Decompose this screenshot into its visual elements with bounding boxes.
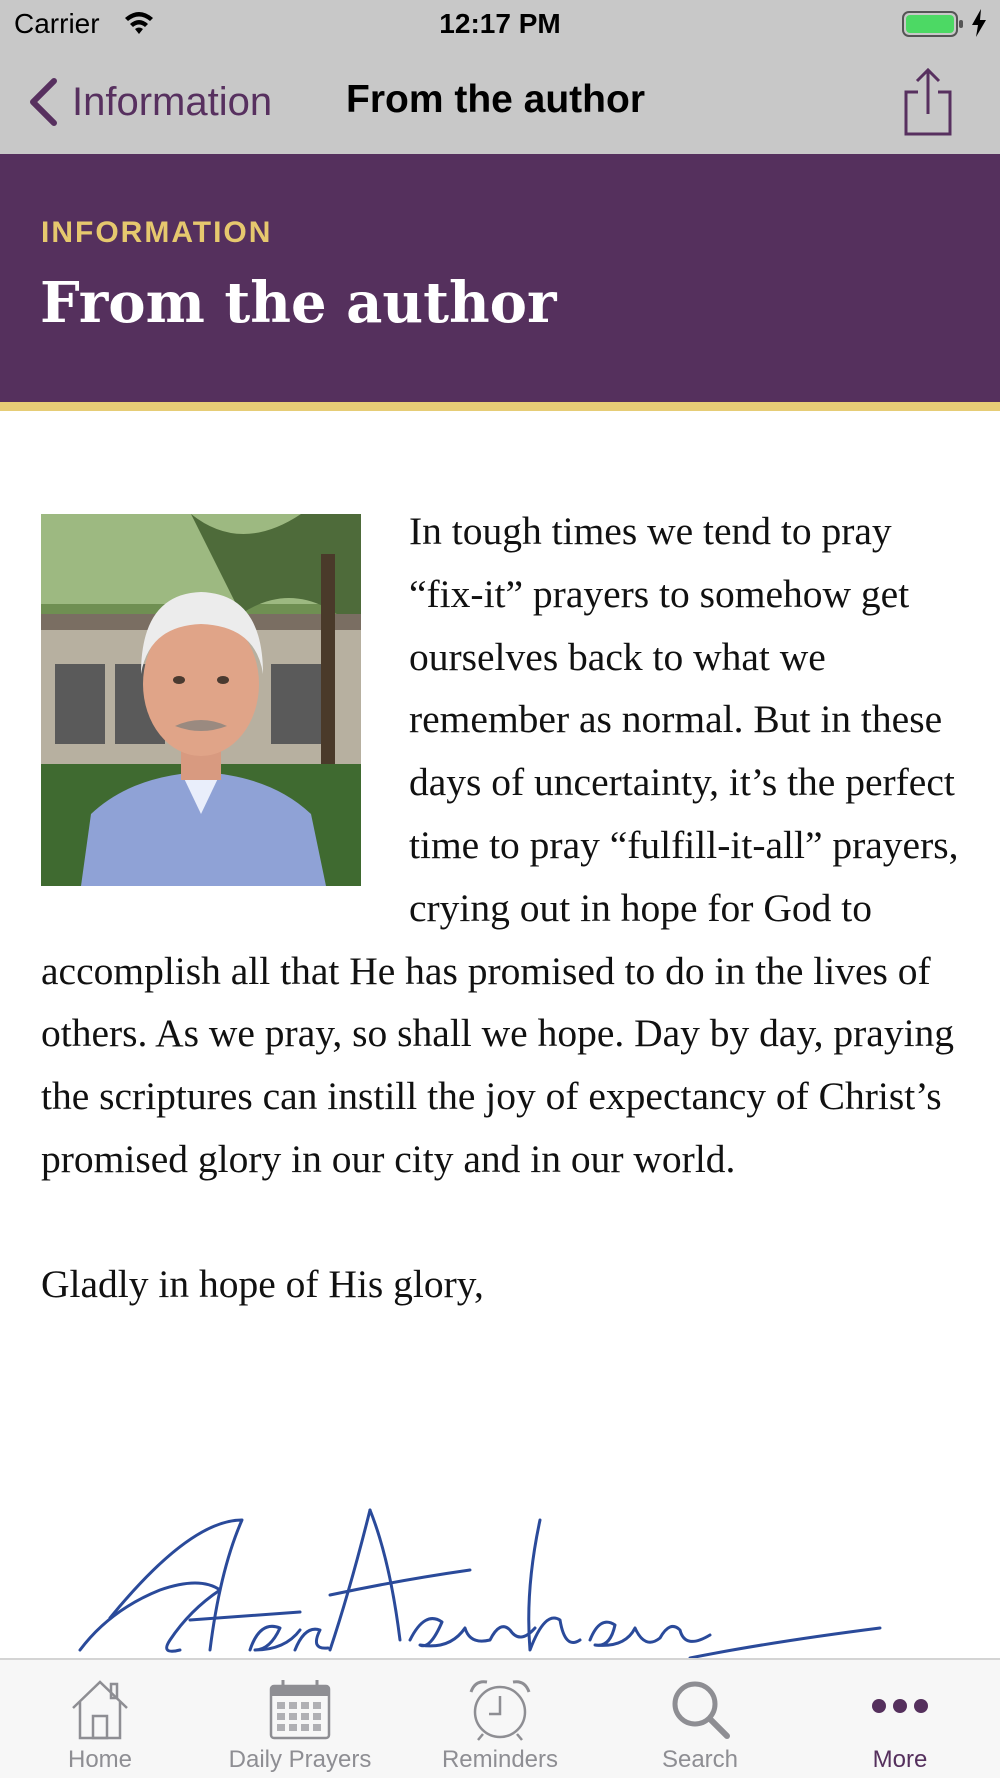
calendar-icon xyxy=(265,1676,335,1742)
search-icon xyxy=(665,1676,735,1742)
author-photo xyxy=(41,514,361,886)
author-signature-icon xyxy=(70,1500,890,1660)
tab-reminders-label: Reminders xyxy=(441,1746,559,1773)
tab-search-label: Search xyxy=(661,1746,739,1773)
nav-title: From the author xyxy=(346,78,645,121)
back-button-label: Information xyxy=(72,79,273,124)
closing-line: Gladly in hope of His glory, xyxy=(41,1261,484,1306)
tab-reminders[interactable] xyxy=(400,1660,600,1778)
alarm-clock-icon xyxy=(465,1676,535,1742)
more-icon xyxy=(865,1676,935,1742)
page-title: From the author xyxy=(40,270,557,336)
header-banner xyxy=(0,154,1000,402)
carrier-label: Carrier xyxy=(14,8,100,39)
chevron-left-icon xyxy=(26,77,60,127)
section-kicker: INFORMATION xyxy=(41,216,273,249)
navigation-bar xyxy=(0,50,1000,154)
battery-icon xyxy=(902,10,964,38)
author-portrait-icon xyxy=(41,514,361,886)
tab-home[interactable] xyxy=(0,1660,200,1778)
charging-bolt-icon xyxy=(970,8,988,38)
tab-more[interactable] xyxy=(800,1660,1000,1778)
tab-bar xyxy=(0,1658,1000,1778)
article-content xyxy=(41,500,961,1316)
tab-home-label: Home xyxy=(67,1746,133,1773)
tab-daily-prayers-label: Daily Prayers xyxy=(228,1746,372,1773)
house-icon xyxy=(65,1676,135,1742)
back-button[interactable] xyxy=(26,68,272,136)
header-divider xyxy=(0,402,1000,411)
status-bar xyxy=(0,0,1000,50)
share-icon[interactable] xyxy=(900,66,956,138)
status-time: 12:17 PM xyxy=(439,8,561,39)
tab-search[interactable] xyxy=(600,1660,800,1778)
tab-more-label: More xyxy=(872,1746,928,1773)
tab-daily-prayers[interactable] xyxy=(200,1660,400,1778)
author-message: In tough times we tend to pray “fix-it” prayers to somehow get ourselves back to what we remember as normal. But in these days of uncertainty, it’s the perfect time to pray “fulfill-it-all” prayers, crying out in hope for God to accomplish all that He has promised to do in the lives of others. As we pray, so shall we hope. Day by day, praying the scriptures can instill the joy of expectancy of Christ’s promised glory in our city and in our world. xyxy=(41,509,959,1181)
